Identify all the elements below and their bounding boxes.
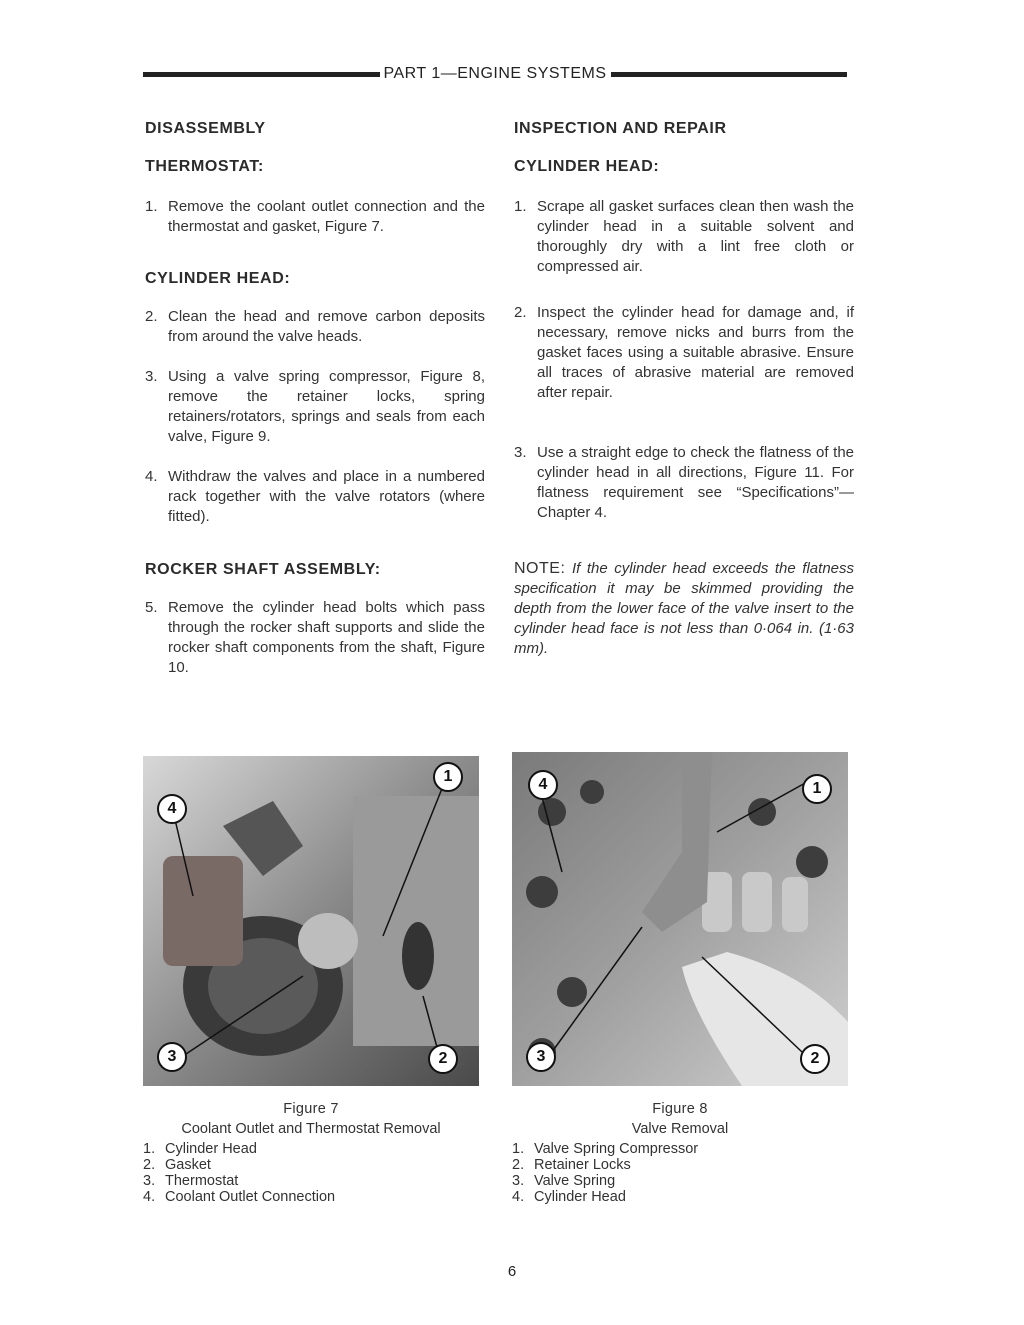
rocker-shaft-heading: ROCKER SHAFT ASSEMBLY:	[145, 561, 381, 578]
figure-8-caption	[512, 1101, 848, 1205]
legend-item: 3. Thermostat	[143, 1173, 239, 1189]
header-rule-left	[143, 72, 380, 77]
callout-3: 3	[526, 1042, 556, 1072]
figure-7-subtitle: Coolant Outlet and Thermostat Removal	[181, 1121, 441, 1137]
step-text: Remove the coolant outlet connection and the thermostat and gasket, Figure 7.	[168, 198, 485, 235]
legend-item: 2. Gasket	[143, 1157, 211, 1173]
figure-8-title: Figure 8	[652, 1101, 708, 1117]
step-number: 1.	[145, 198, 158, 215]
right-column	[514, 120, 854, 659]
cylinder-head-heading: CYLINDER HEAD:	[145, 270, 291, 287]
thermostat-heading: THERMOSTAT:	[145, 158, 264, 175]
disassembly-step-2	[145, 307, 485, 347]
callout-2: 2	[428, 1044, 458, 1074]
figure-8-illustration	[512, 752, 848, 1086]
legend-item: 2. Retainer Locks	[512, 1157, 631, 1173]
step-number: 3.	[514, 444, 527, 461]
callout-4: 4	[528, 770, 558, 800]
legend-item: 1. Cylinder Head	[143, 1141, 257, 1157]
header-rule-right	[611, 72, 848, 77]
step-text: Remove the cylinder head bolts which pass through the rocker shaft supports and slide the rocker shaft components from the shaft, Figure 10.	[168, 599, 485, 676]
step-text: Scrape all gasket surfaces clean then wash the cylinder head in a suitable solvent and thoroughly dry with a lint free cloth or compressed air.	[537, 198, 854, 275]
page-number: 6	[507, 1263, 517, 1280]
note-text: If the cylinder head exceeds the flatness specification it may be skimmed providing the depth from the lower face of the valve insert to the cylinder head face is not less than 0·064 in. (1·63 mm).	[514, 560, 855, 657]
step-number: 2.	[145, 308, 158, 325]
disassembly-step-4	[145, 467, 485, 527]
cylinder-head-heading: CYLINDER HEAD:	[514, 158, 660, 175]
callout-4: 4	[157, 794, 187, 824]
note-block	[514, 559, 854, 659]
header-title: PART 1—ENGINE SYSTEMS	[383, 65, 607, 82]
step-number: 1.	[514, 198, 527, 215]
figure-7-caption	[143, 1101, 479, 1205]
disassembly-heading: DISASSEMBLY	[145, 120, 266, 137]
step-text: Inspect the cylinder head for damage and, if necessary, remove nicks and burrs from the gasket faces using a suitable abrasive. Ensure all traces of abrasive material are removed after repair.	[537, 304, 854, 401]
callout-1: 1	[433, 762, 463, 792]
step-text: Use a straight edge to check the flatness of the cylinder head in all directions, Figure 11. For flatness requirement see “Specifications”—Chapter 4.	[537, 444, 854, 521]
step-number: 4.	[145, 468, 158, 485]
step-number: 3.	[145, 368, 158, 385]
inspection-step-1	[514, 197, 854, 277]
disassembly-step-3	[145, 367, 485, 447]
figure-8-photo	[512, 752, 848, 1086]
step-number: 5.	[145, 599, 158, 616]
step-text: Clean the head and remove carbon deposits from around the valve heads.	[168, 308, 485, 345]
callout-3: 3	[157, 1042, 187, 1072]
inspection-step-3	[514, 443, 854, 523]
legend-item: 3. Valve Spring	[512, 1173, 616, 1189]
disassembly-step-1	[145, 197, 485, 237]
left-column	[145, 120, 485, 678]
legend-item: 1. Valve Spring Compressor	[512, 1141, 699, 1157]
figure-8-subtitle: Valve Removal	[631, 1121, 729, 1137]
figure-7-illustration	[143, 756, 479, 1086]
legend-item: 4. Cylinder Head	[512, 1189, 626, 1205]
page-header	[143, 62, 847, 86]
step-number: 2.	[514, 304, 527, 321]
callout-1: 1	[802, 774, 832, 804]
inspection-heading: INSPECTION AND REPAIR	[514, 120, 727, 137]
figure-7-photo	[143, 756, 479, 1086]
step-text: Withdraw the valves and place in a numbered rack together with the valve rotators (where fitted).	[168, 468, 485, 525]
figure-7-title: Figure 7	[283, 1101, 339, 1117]
legend-item: 4. Coolant Outlet Connection	[143, 1189, 336, 1205]
step-text: Using a valve spring compressor, Figure 8, remove the retainer locks, spring retainers/rotators, springs and seals from each valve, Figure 9.	[168, 368, 485, 445]
callout-2: 2	[800, 1044, 830, 1074]
disassembly-step-5	[145, 598, 485, 678]
note-label: NOTE:	[514, 560, 566, 577]
inspection-step-2	[514, 303, 854, 403]
